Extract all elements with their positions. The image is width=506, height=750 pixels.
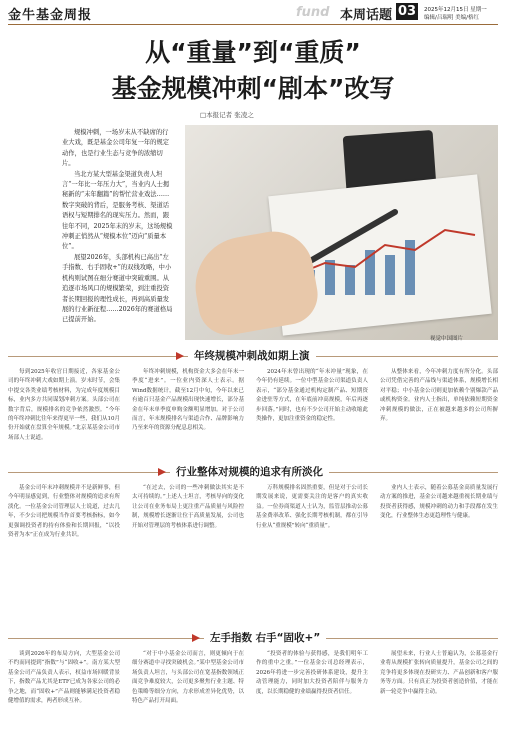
paragraph: “对于中小基金公司而言，则更倾向于在细分赛道中寻找突破机会。”某中型基金公司市场负责人坦言，与头部公司在宽基指数领域正面竞争难度较大，公司更多聚焦行业主题、特色策略等细分方向，力求形成差异化优势，以特色产品打开局面。 [132,651,244,705]
text-column [256,484,368,614]
issue-date: 2025年12月15日 星期一 [424,7,487,13]
newspaper-logo: 金牛基金周报 [8,8,93,23]
headline-line-2: 基金规模冲刺“剧本”改写 [111,74,395,103]
text-column [256,368,368,440]
header-rule [8,24,498,25]
photo-credit: 视觉中国图片 [430,336,464,342]
paragraph: 谈到2026年的布局方向，大型基金公司不约而同提到“指数”与“固收+”。南方某大型基金公司产品负责人表示，权益市场回暖背景下，指数产品尤其是ETF已成为各家公司的必争之地，而“固收+”产品则能够满足投资者稳健增值的需求，两者形成互补。 [8,651,120,705]
paragraph: 每到2025年收官日期接近，各家基金公司的年终冲刺大戏如期上演。岁末时节，会集中提交各类业绩考核材料，为完成年度规模目标，业内多方共同谋划冲刺方案。头部公司在数字背后，规模排名的竞争依然激烈。“今年的年终冲刺比往年来得更早一些，我们从10月份开始就在盘算全年规模。”北京某基金公司市场部人士说道。 [8,369,120,440]
fund-watermark: fund [296,5,330,20]
section-arrow-icon [192,634,200,642]
section-title: 行业整体对规模的追求有所淡化 [170,464,329,480]
lead-paragraph: 规模冲刺，一场岁末从不缺席的行业大戏，既是基金公司年复一年的规定动作，也是行业生态与竞争的浓缩切片。 [62,129,170,168]
article-photo [185,125,498,340]
lead-paragraph: 当北方某大型基金渠道负责人坦言“一年比一年压力大”，当业内人士揭秘新的“末年翻篇”的帮忙营业戏法……数字突破的背后，是服务考核、渠道话语权与短期排名的现实压力。然而，跟往年不同，2025年末的岁末，这场规模冲刺正悄然从“规模本位”迈向“质量本位”。 [62,170,173,251]
page-number: 03 [397,4,417,19]
paragraph: “投资者的体验与获得感，是我们明年工作的重中之重。”一位基金公司总经理表示，2026年将进一步完善投研体系建设，提升主动管理能力，同时加大投资者陪伴与服务力度，以长期稳健的业绩赢得投资者信任。 [256,651,368,695]
text-column [132,368,244,440]
section-arrow-icon [158,468,166,476]
text-column [8,368,120,440]
lead-paragraphs [62,128,174,326]
text-column [8,650,120,746]
paragraph: 2024年末曾出现的“年末冲量”现象，在今年仍有延续。一位中型基金公司渠道负责人表示，“部分基金通过机构定制产品、短期资金进驻等方式，在年底前冲高规模，年后再逐步回落。”同时，也有不少公司开始主动收缩此类操作，更加注重资金的稳定性。 [256,369,368,423]
paragraph: 基金公司年末冲刺规模并不是新鲜事，但今年明显感觉到，行业整体对规模的追求有所淡化。一位基金公司管理层人士说道，过去几年，不少公司把规模当作首要考核指标，如今更强调投资者的持有体验和长期回报，“以投资者为本”正在成为行业共识。 [8,485,120,539]
text-column [132,650,244,746]
lead-paragraph: 展望2026年，头部机构已高出“左手指数、右手固收+”的双线攻略，中小机构则试图在细分赛道中突破重围。从追逐市场风口的规模繁荣，到注重投资者长期回报的理性成长，再到高质量发展的行业新征程……2026年的赛道格局已提前开始。 [62,253,173,324]
text-column [380,484,498,614]
section-bar-3 [8,630,498,646]
paragraph: 从整体来看，今年冲刺力度有所分化。头部公司凭借完善的产品线与渠道体系，规模增长相对平稳；中小基金公司则更加依赖个别爆款产品或机构资金。业内人士指出，单纯依赖短期资金冲刺规模的做法，正在被越来越多的公司所摒弃。 [380,369,498,423]
paragraph: 业内人士表示，随着公募基金高质量发展行动方案的推进，基金公司越来越重视长期业绩与投资者获得感，规模冲刺的动力和手段都在发生变化，行业整体生态更趋理性与健康。 [380,485,498,520]
paragraph: 展望未来，行业人士普遍认为，公募基金行业将从规模扩张转向质量提升，基金公司之间的竞争将更多体现在投研实力、产品创新和客户服务等方面。只有真正为投资者创造价值，才能在新一轮竞争中赢得主动。 [380,651,498,695]
text-column [256,650,368,746]
text-column [8,484,120,614]
text-column [380,368,498,440]
headline-line-1: 从“重量”到“重质” [145,38,361,67]
section-arrow-icon [176,352,184,360]
text-column [132,484,244,614]
section-title: 年终规模冲刺战如期上演 [188,348,316,364]
section-bar-1 [8,348,498,364]
section-bar-2 [8,464,498,480]
byline: □本报记者 张凌之 [200,111,254,119]
text-column [380,650,498,746]
masthead [0,0,506,34]
section-title: 左手指数 右手“固收+” [204,630,326,646]
section-name: 本周话题 [340,8,393,23]
paragraph: 万科规模排名固然重要，但是对于公司长期发展来说，更需要关注的是客户的真实收益。一位券商渠道人士认为，监管层推动公募基金费率改革、强化长期考核机制，都在引导行业从“重规模”转向“重质量”。 [256,485,368,529]
paragraph: 年终冲刺规模，机构资金大多会在年末一季度“进来”。一位业内资深人士表示。据Wind数据统计，截至12月中旬，今年以来已有逾百只基金产品规模出现快速增长，部分基金在年末单季度申购金额明显增加。对于公司而言，年末规模排名与渠道合作、品牌影响力乃至来年的资源分配息息相关。 [132,369,244,432]
editor-credit: 编辑/吕瑞明 美编/格红 [424,15,479,21]
paragraph: “在过去，公司的一些冲刺做法其实是不太可持续的。”上述人士坦言，考核导向的变化让公司在业务布局上更注重产品质量与风险控制，规模增长逐渐让位于高质量发展，公司也开始对管理层的考核体系进行调整。 [132,485,244,529]
